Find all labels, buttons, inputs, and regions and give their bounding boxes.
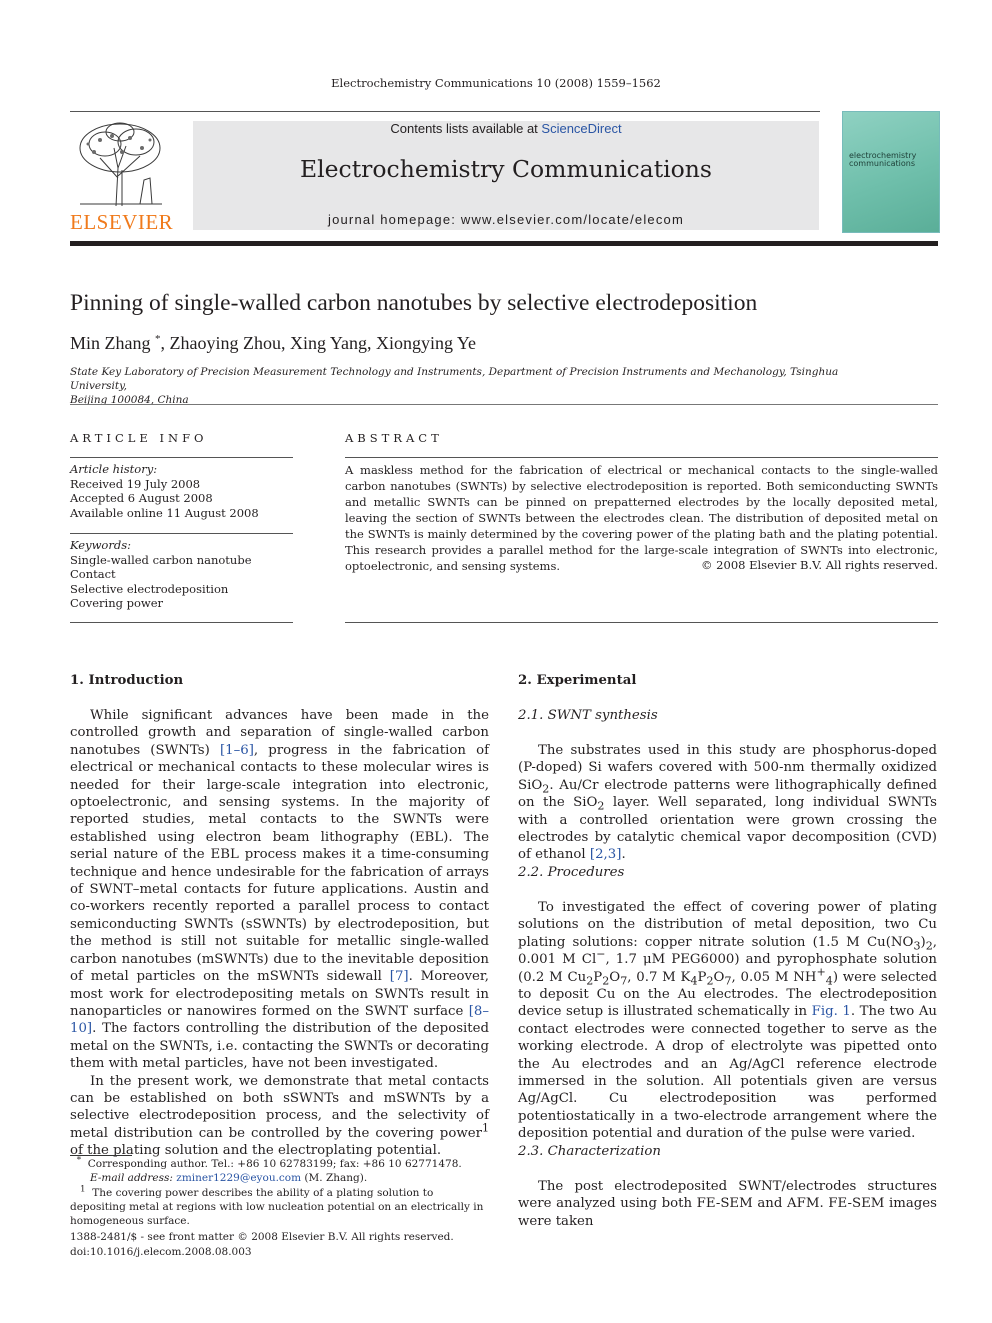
cover-title: electrochemistry communications xyxy=(849,151,917,168)
keyword: Selective electrodeposition xyxy=(70,581,229,596)
text-run: P xyxy=(593,969,603,985)
paragraph xyxy=(70,707,489,1073)
abstract-text: A maskless method for the fabrication of electrical or mechanical contacts to the single-walled carbon nanotubes (SWNTs) by selective electrodeposition is reported. Both semiconducting SWNTs and metallic SWNTs can be pinned on prepatterned electrodes by the locally deposited metal, leaving the section of SWNTs between the electrodes clean. The distribution of deposited metal on the SWNTs is mainly determined by the covering power of the plating bath and the plating potential. This research provides a parallel method for the large-scale integration of SWNTs into electronic, optoelectronic, and sensing systems. xyxy=(345,463,938,573)
subscript: 3 xyxy=(913,939,921,953)
keywords-label: Keywords: xyxy=(70,538,131,552)
article-history xyxy=(70,462,292,520)
footnote-mark: 1 xyxy=(80,1184,86,1195)
text-run: . Au/Cr electrode patterns were lithographically defined on the SiO xyxy=(518,777,937,811)
text-run: To investigated the effect of covering power of plating solutions on the distribution of metal deposition, two Cu plating solutions: copper nitrate solution (1.5 M Cu(NO xyxy=(518,900,937,950)
text-run: of the plating solution and the electroplating potential. xyxy=(70,1143,442,1159)
footnote-line xyxy=(70,1171,490,1185)
email-link[interactable]: zminer1229@eyou.com xyxy=(176,1172,302,1184)
header-thick-rule xyxy=(70,241,938,246)
subscript: 7 xyxy=(724,974,732,988)
keyword: Covering power xyxy=(70,596,164,611)
text-run: ) xyxy=(920,934,926,950)
paragraph: The post electrodeposited SWNT/electrodes structures were analyzed using both FE-SEM and AFM. FE-SEM images were taken xyxy=(518,1179,937,1229)
running-head: Electrochemistry Communications 10 (2008) 1559–1562 xyxy=(331,76,661,90)
journal-homepage[interactable]: journal homepage: www.elsevier.com/locate/elecom xyxy=(327,212,685,227)
subsection-heading: 2.1. SWNT synthesis xyxy=(518,708,658,723)
superscript: + xyxy=(816,965,826,979)
subscript: 4 xyxy=(690,974,698,988)
article-title: Pinning of single-walled carbon nanotubes by selective electrodeposition xyxy=(70,290,758,316)
characterization-body xyxy=(518,1178,937,1230)
elsevier-wordmark: ELSEVIER xyxy=(70,210,174,234)
doi-line[interactable]: doi:10.1016/j.elecom.2008.08.003 xyxy=(70,1246,252,1258)
text-run: The substrates used in this study are phosphorus-doped (P-doped) Si wafers covered with 500-nm thermally oxidized SiO xyxy=(518,743,937,793)
issn-line: 1388-2481/$ - see front matter © 2008 Elsevier B.V. All rights reserved. xyxy=(70,1231,454,1243)
affiliation xyxy=(70,365,870,407)
subscript: 2 xyxy=(925,939,933,953)
journal-title: Electrochemistry Communications xyxy=(299,155,712,183)
issn-doi xyxy=(70,1230,454,1260)
abstract-rule xyxy=(345,457,938,458)
subscript: 2 xyxy=(706,974,714,988)
author-first[interactable]: Min Zhang xyxy=(70,333,151,353)
text-run: . Moreover, most work for electrodepositing metals on SWNTs result in nanoparticles or nanowires formed on the SWNT surface xyxy=(70,969,489,1019)
journal-banner xyxy=(193,121,819,230)
superscript: − xyxy=(596,947,606,961)
swnt-synthesis-body xyxy=(518,742,937,864)
affiliation-line: Beijing 100084, China xyxy=(70,394,189,406)
corresponding-mark[interactable]: * xyxy=(155,333,161,345)
footnote-covering-power xyxy=(70,1186,490,1228)
footnote-line xyxy=(70,1157,490,1171)
text-run: , 0.7 M K xyxy=(627,969,691,985)
sciencedirect-link[interactable]: ScienceDirect xyxy=(541,121,622,136)
subscript: 7 xyxy=(620,974,628,988)
subscript: 2 xyxy=(602,974,610,988)
citation-link[interactable]: [1–6] xyxy=(219,742,254,758)
subscript: 2 xyxy=(586,974,594,988)
text-run: In the present work, we demonstrate that metal contacts can be established on both sSWNTs and mSWNTs by a selective electrodeposition process, and the selectivity of metal distribution can be controlled by the covering power xyxy=(70,1073,489,1141)
article-info-rule xyxy=(70,533,293,534)
section-rule xyxy=(70,404,938,405)
paragraph xyxy=(518,742,937,864)
article-info-rule xyxy=(70,457,293,458)
keyword: Contact xyxy=(70,567,116,582)
elsevier-logo[interactable] xyxy=(70,118,174,234)
author-list xyxy=(70,333,476,354)
elsevier-tree-icon xyxy=(70,118,172,208)
text-run: While significant advances have been made in the controlled growth and separation of single-walled carbon nanotubes (SWNTs) xyxy=(70,708,489,758)
footnote-mark[interactable]: 1 xyxy=(481,1121,489,1135)
abstract-rule xyxy=(345,622,938,623)
abstract-copyright: © 2008 Elsevier B.V. All rights reserved. xyxy=(701,558,938,572)
footnote-text: The covering power describes the ability of a plating solution to depositing metal at regions with low nucleation potential on an electrically in homogeneous surface. xyxy=(70,1187,484,1227)
subsection-heading: 2.2. Procedures xyxy=(518,865,625,880)
citation-link[interactable]: [7] xyxy=(389,969,409,985)
online-date: Available online 11 August 2008 xyxy=(70,505,259,520)
received-date: Received 19 July 2008 xyxy=(70,476,201,491)
intro-body xyxy=(70,707,489,1160)
accepted-date: Accepted 6 August 2008 xyxy=(70,491,213,506)
keyword: Single-walled carbon nanotube xyxy=(70,552,252,567)
footnote-corresponding xyxy=(70,1157,490,1185)
paragraph xyxy=(70,1073,489,1160)
text-run: , 1.7 μM PEG6000) and pyrophosphate solution (0.2 M Cu xyxy=(518,952,937,985)
subscript: 2 xyxy=(597,799,605,813)
citation-link[interactable]: [8–10] xyxy=(70,1003,489,1037)
subscript: 2 xyxy=(542,782,550,796)
header-rule xyxy=(70,111,820,112)
journal-cover-thumbnail[interactable] xyxy=(842,111,940,233)
intro-heading: 1. Introduction xyxy=(70,673,184,688)
text-run: , 0.05 M NH xyxy=(731,969,817,985)
abstract-heading: ABSTRACT xyxy=(345,431,443,445)
text-run: , 0.001 M Cl xyxy=(518,934,937,968)
experimental-heading: 2. Experimental xyxy=(518,673,637,688)
text-run: O xyxy=(713,969,725,985)
text-run: . xyxy=(621,847,626,863)
text-run: . The factors controlling the distribution of the deposited metal on the SWNTs, i.e. contacting the SWNTs or decorating them with metal particles, have not been investigated. xyxy=(70,1021,489,1072)
email-label: E-mail address: xyxy=(90,1172,173,1184)
footnote-mark: * xyxy=(76,1155,82,1166)
contents-prefix: Contents lists available at xyxy=(390,121,542,136)
subsection-heading: 2.3. Characterization xyxy=(518,1144,661,1159)
author-rest: , Zhaoying Zhou, Xing Yang, Xiongying Ye xyxy=(160,333,477,353)
article-info-rule xyxy=(70,622,293,623)
text-run: layer. Well separated, long individual SWNTs with a controlled orientation were grown crossing the electrodes by catalytic chemical vapor decomposition (CVD) of ethanol xyxy=(518,795,937,863)
email-name: (M. Zhang). xyxy=(304,1172,368,1184)
corresponding-info: Corresponding author. Tel.: +86 10 62783199; fax: +86 10 62771478. xyxy=(87,1158,462,1170)
contents-line xyxy=(193,121,819,136)
keywords xyxy=(70,538,292,611)
citation-link[interactable]: [2,3] xyxy=(589,847,622,863)
figure-link[interactable]: Fig. 1 xyxy=(811,1004,851,1020)
paragraph xyxy=(518,899,937,1143)
text-run: ) were selected to deposit Cu on the Au electrodes. The electrodeposition device setup is illustrated schematically in xyxy=(518,969,938,1020)
affiliation-line: State Key Laboratory of Precision Measurement Technology and Instruments, Department of Precision Instruments and Mechanology, Tsinghua University, xyxy=(70,366,839,392)
text-run: . The two Au contact electrodes were connected together to serve as the working electrode. A drop of electrolyte was pipetted onto the Au electrodes and an Ag/AgCl reference electrode immersed in the solution. All potentials given are versus Ag/AgCl. Cu electrodeposition was performed potentiostatically in a two-electrode arrangement where the deposition potential and duration of the pulse were varied. xyxy=(518,1004,937,1142)
procedures-body xyxy=(518,899,937,1143)
text-run: P xyxy=(697,969,707,985)
subscript: 4 xyxy=(825,974,833,988)
text-run: , progress in the fabrication of electrical or mechanical contacts to these molecular wires is needed for their large-scale integration into electronic, optoelectronic, and sensing systems. In the majority of reported studies, metal contacts to the SWNTs were established using electron beam lithography (EBL). The serial nature of the EBL process makes it a time-consuming technique and hence undesirable for the fabrication of arrays of SWNT–metal contacts for future applications. Austin and co-workers recently reported a parallel process to contact semiconducting SWNTs (sSWNTs) by electrodeposition, but the method is still not suitable for metallic single-walled carbon nanotubes (mSWNTs) due to the inevitable deposition of metal particles on the mSWNTs sidewall xyxy=(70,742,490,985)
article-info-heading: ARTICLE INFO xyxy=(70,431,208,445)
text-run: O xyxy=(609,969,621,985)
history-label: Article history: xyxy=(70,462,158,476)
